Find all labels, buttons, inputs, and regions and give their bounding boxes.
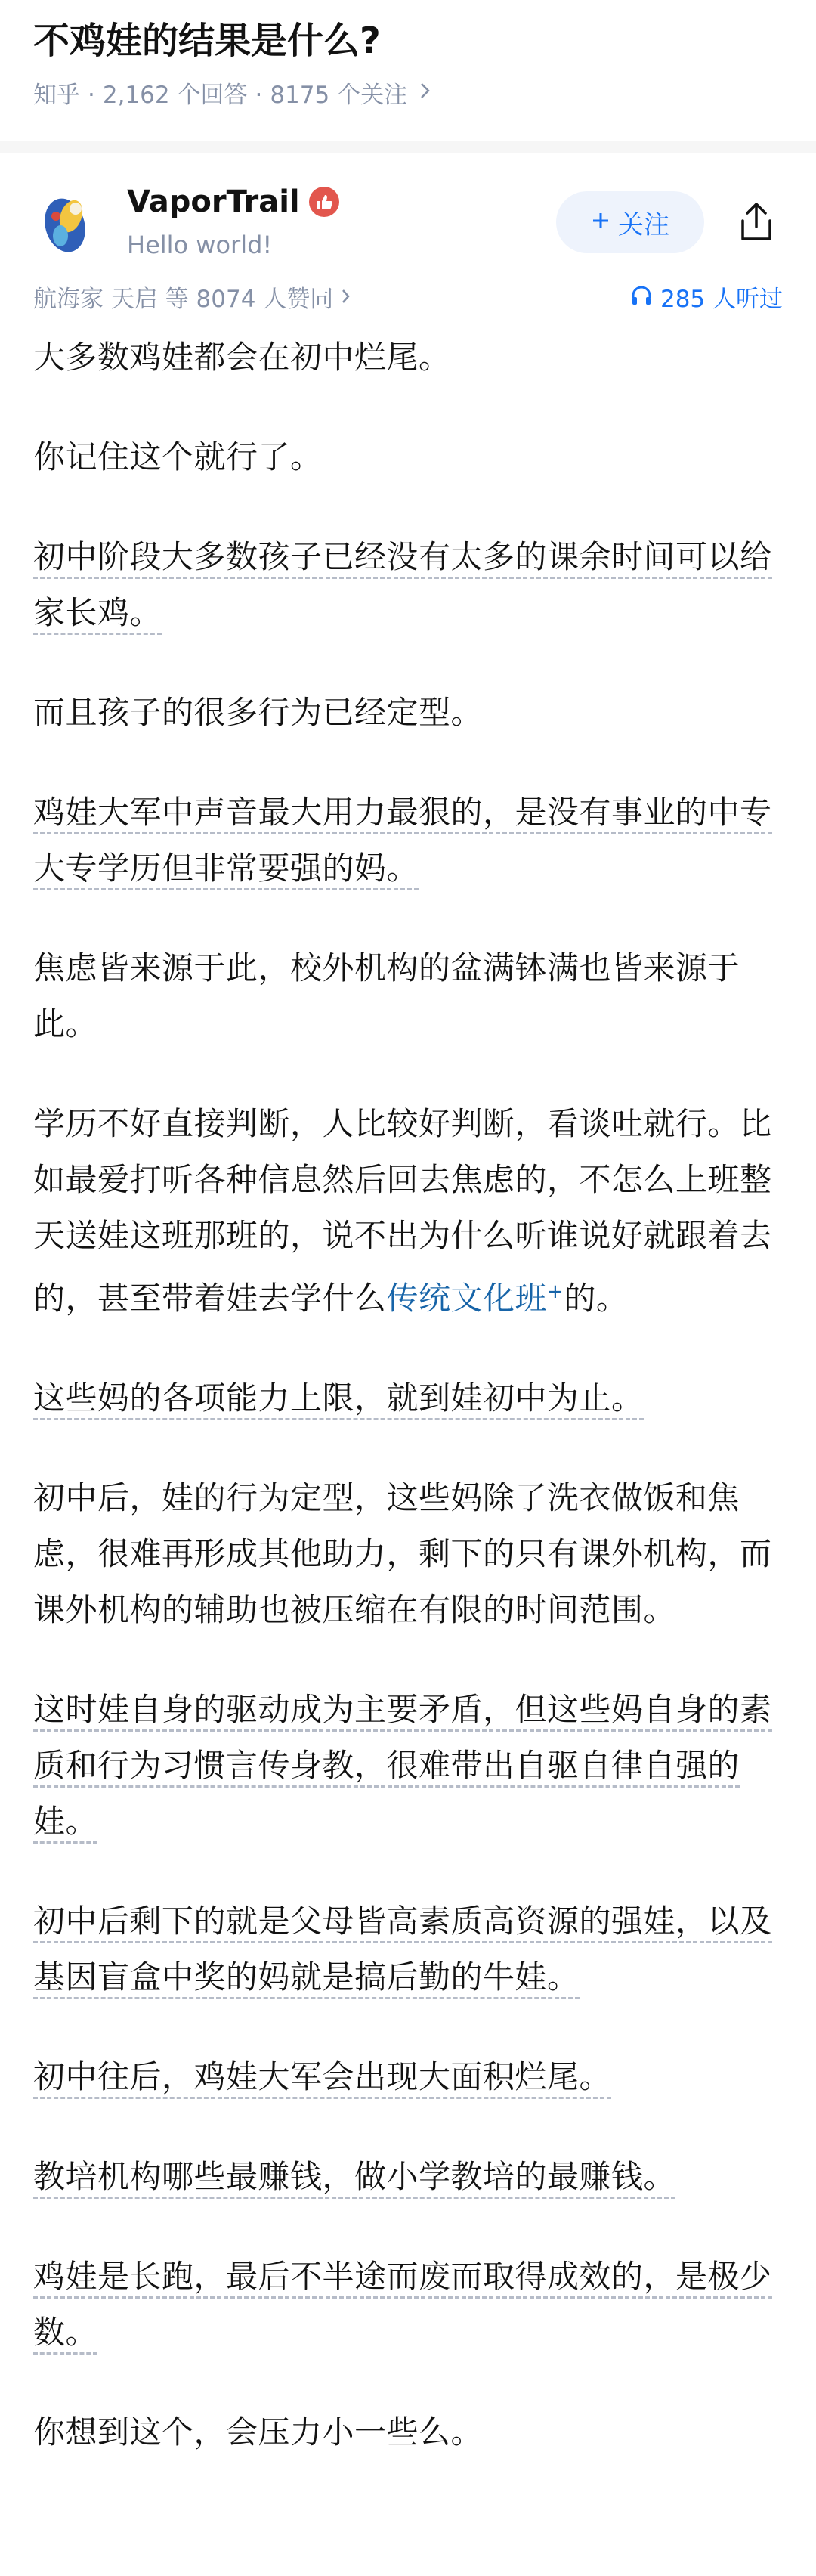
paragraph-text: 焦虑皆来源于此，校外机构的盆满钵满也皆来源于此。	[33, 949, 740, 1042]
vote-info-row	[0, 263, 816, 316]
author-info	[127, 181, 556, 263]
paragraph-text: 而且孩子的很多行为已经定型。	[33, 694, 484, 731]
paragraph	[33, 2249, 783, 2361]
paragraph	[33, 1096, 783, 1327]
paragraph	[33, 785, 783, 896]
voters-text: 航海家 天启 等 8074 人赞同	[33, 286, 334, 313]
share-icon	[737, 201, 776, 243]
paragraph-text-underlined[interactable]: 这些妈的各项能力上限，就到娃初中为止。	[33, 1379, 644, 1420]
paragraph	[33, 1470, 783, 1638]
paragraph	[33, 529, 783, 641]
author-name-text[interactable]: VaporTrail	[127, 184, 300, 219]
question-meta	[33, 77, 783, 113]
author-bio: Hello world!	[127, 231, 273, 259]
paragraph-text-underlined[interactable]: 初中阶段大多数孩子已经没有太多的课余时间可以给家长鸡。	[33, 538, 772, 635]
badge-icon	[309, 187, 339, 217]
paragraph-text: 你想到这个，会压力小一些么。	[33, 2413, 484, 2451]
chevron-right-icon	[339, 283, 353, 316]
paragraph	[33, 429, 783, 485]
answer-count: 2,162 个回答	[102, 82, 248, 109]
paragraph-text: 的。	[564, 1280, 629, 1317]
paragraph-text-underlined[interactable]: 教培机构哪些最赚钱，做小学教培的最赚钱。	[33, 2158, 675, 2199]
link-marker: +	[547, 1280, 564, 1303]
paragraph	[33, 330, 783, 385]
paragraph-text: 初中后，娃的行为定型，这些妈除了洗衣做饭和焦虑，很难再形成其他助力，剩下的只有课外机构，而课外机构的辅助也被压缩在有限的时间范围。	[33, 1479, 772, 1628]
paragraph	[33, 2404, 783, 2460]
listen-count: 285 人听过	[660, 286, 783, 313]
plus-icon	[591, 208, 610, 237]
share-button[interactable]	[730, 191, 783, 253]
meta-separator: ·	[255, 82, 263, 109]
answer-content	[0, 316, 816, 2460]
paragraph	[33, 2049, 783, 2105]
paragraph	[33, 1682, 783, 1850]
paragraph	[33, 1893, 783, 2005]
paragraph-text: 你记住这个就行了。	[33, 438, 323, 475]
paragraph-text-underlined[interactable]: 鸡娃大军中声音最大用力最狠的，是没有事业的中专大专学历但非常要强的妈。	[33, 794, 772, 890]
voters-link[interactable]	[33, 283, 353, 316]
follower-count: 8175 个关注	[270, 82, 408, 109]
inline-link[interactable]: 传统文化班	[386, 1280, 548, 1317]
paragraph	[33, 1370, 783, 1426]
chevron-right-icon[interactable]	[418, 77, 433, 113]
follow-label: 关注	[618, 210, 669, 240]
paragraph-text: 大多数鸡娃都会在初中烂尾。	[33, 339, 451, 376]
paragraph	[33, 2149, 783, 2205]
paragraph	[33, 940, 783, 1052]
headphone-icon	[630, 283, 653, 316]
listen-button[interactable]	[630, 283, 783, 316]
paragraph-text-underlined[interactable]: 鸡娃是长跑，最后不半途而废而取得成效的，是极少数。	[33, 2258, 772, 2355]
author-card	[0, 153, 816, 263]
paragraph-text-underlined[interactable]: 这时娃自身的驱动成为主要矛盾，但这些妈自身的素质和行为习惯言传身教，很难带出自驱自律自强的娃。	[33, 1691, 772, 1844]
paragraph-text-underlined[interactable]: 初中后剩下的就是父母皆高素质高资源的强娃，以及基因盲盒中奖的妈就是搞后勤的牛娃。	[33, 1903, 772, 1999]
section-divider	[0, 141, 816, 153]
follow-button[interactable]	[556, 191, 704, 253]
paragraph-text: 学历不好直接判断，人比较好判断，看谈吐就行。比如最爱打听各种信息然后回去焦虑的，不怎么上班整天送娃这班那班的，说不出为什么听谁说好就跟着去的，甚至带着娃去学什么	[33, 1105, 772, 1317]
paragraph	[33, 685, 783, 741]
meta-separator: ·	[88, 82, 95, 109]
question-header[interactable]	[0, 0, 816, 113]
question-title[interactable]: 不鸡娃的结果是什么?	[33, 20, 381, 62]
avatar[interactable]	[33, 186, 106, 259]
paragraph-text-underlined[interactable]: 初中往后，鸡娃大军会出现大面积烂尾。	[33, 2058, 611, 2099]
author-name[interactable]	[127, 181, 556, 222]
site-name: 知乎	[33, 82, 80, 109]
